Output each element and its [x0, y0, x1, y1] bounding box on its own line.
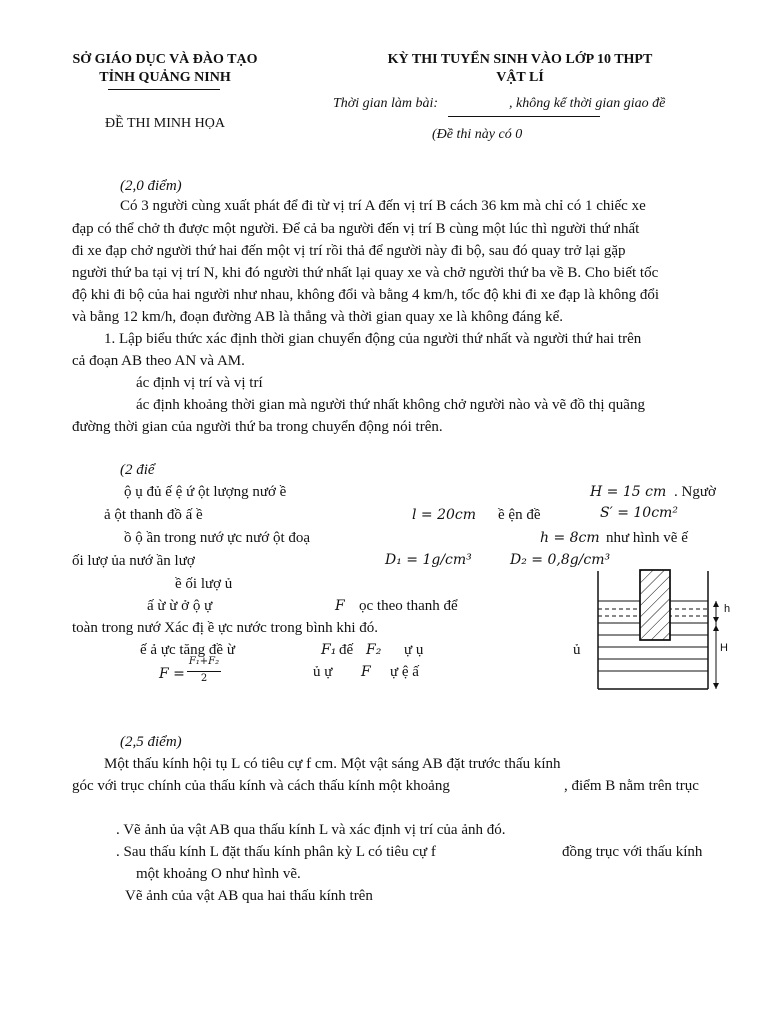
q3-line-2-end: , điểm B nằm trên trục	[564, 778, 699, 794]
q2-line-4: ối lượ ủa nướ ần lượ	[72, 553, 195, 569]
q2-var-F1: F₁	[321, 642, 337, 658]
exam-title: KỲ THI TUYỂN SINH VÀO LỚP 10 THPT	[387, 52, 653, 67]
diagram-label-H: H	[720, 642, 728, 654]
q2-var-F2: F₂	[366, 642, 382, 658]
q1-line-3: đi xe đạp chở người thứ hai đến một vị trí rồi thả để người này đi bộ, sau đó quay trở lại gặp	[72, 243, 626, 259]
q1-item-3b: đường thời gian của người thứ ba trong chuyển động nói trên.	[72, 419, 443, 435]
q2-line-2: ả ột thanh đồ ấ ề	[104, 507, 203, 523]
q3-points: (2,5 điểm)	[120, 734, 182, 750]
q2-line-7: toàn trong nướ Xác đị ề ực nước trong bình khi đó.	[72, 620, 379, 636]
time-label: Thời gian làm bài:	[333, 96, 439, 111]
q2-line-3: ồ ộ ần trong nướ ực nướ ột đoạ	[124, 530, 311, 546]
q2-var-D2: D₂ = 0,8g/cm³	[510, 552, 611, 568]
formula-numerator: F₁+F₂	[188, 656, 220, 667]
q2-var-S: S′ = 10cm²	[600, 505, 678, 521]
q1-item-3a: ác định khoảng thời gian mà người thứ nhất không chở người nào và vẽ đồ thị quãng	[136, 397, 645, 413]
q2-line-6-end: ọc theo thanh để	[359, 598, 458, 614]
q2-line-2-mid: ề ện đề	[498, 507, 541, 523]
q2-line-8-mid: đế	[339, 642, 354, 658]
q2-line-3-end: như hình vẽ ế	[606, 530, 688, 546]
q2-line-1: ộ ụ đủ ế ệ ứ ột lượng nướ ề	[124, 484, 287, 500]
q1-line-5: độ khi đi bộ của hai người như nhau, không đổi và bằng 4 km/h, tốc độ khi đi xe đạp là không đổi	[72, 287, 660, 303]
q2-line-9: ủ ự	[313, 664, 333, 680]
q2-line-5: ề ối lượ ủ	[175, 576, 233, 592]
time-suffix: , không kể thời gian giao đề	[509, 96, 666, 111]
q1-item-1a: 1. Lập biểu thức xác định thời gian chuyển động của người thứ nhất và người thứ hai trên	[104, 331, 642, 347]
q1-item-2: ác định vị trí và vị trí	[136, 375, 263, 391]
subject: VẬT LÍ	[496, 70, 544, 85]
q2-var-F: F	[335, 598, 345, 614]
q3-item-b-2: một khoảng O như hình vẽ.	[136, 866, 301, 882]
header-underline-right	[448, 116, 600, 117]
q1-item-1b: cả đoạn AB theo AN và AM.	[72, 353, 245, 369]
page-note: (Đề thi này có 0	[432, 127, 523, 142]
q1-points: (2,0 điểm)	[120, 178, 182, 194]
q2-line-8-end: ự ụ	[404, 642, 424, 658]
q1-line-2: đạp có thể chở th được một người. Để cả ba người đến vị trí B cùng một lúc thì người thứ nhất	[72, 221, 640, 237]
q2-line-9-end: ự ệ ấ	[390, 664, 419, 680]
q1-line-4: người thứ ba tại vị trí N, khi đó người thứ nhất lại quay xe và chở người thứ ba về B. Cho biết tốc	[72, 265, 659, 281]
container-diagram	[590, 565, 750, 695]
q2-line-8-tail: ủ	[573, 642, 581, 658]
q2-var-l: l = 20cm	[412, 507, 477, 523]
q2-var-h: h = 8cm	[540, 530, 600, 546]
formula-denominator: 2	[200, 673, 208, 684]
header-underline-left	[108, 89, 220, 90]
q3-item-a: . Vẽ ảnh ủa vật AB qua thấu kính L và xác định vị trí của ảnh đó.	[116, 822, 506, 838]
dept-name: SỞ GIÁO DỤC VÀ ĐÀO TẠO	[72, 52, 258, 67]
q2-line-8: ế ả ực tăng đề ừ	[140, 642, 235, 658]
q2-points: (2 điể	[120, 462, 155, 478]
q3-item-b-3: Vẽ ảnh của vật AB qua hai thấu kính trên	[125, 888, 373, 904]
q3-item-b-end: đồng trục với thấu kính	[562, 844, 703, 860]
exam-type: ĐỀ THI MINH HỌA	[105, 116, 225, 131]
q2-line-1-end: . Ngườ	[674, 484, 716, 500]
q2-var-D1: D₁ = 1g/cm³	[385, 552, 472, 568]
q1-line-6: và bằng 12 km/h, đoạn đường AB là thẳng và thời gian quay xe là không đáng kể.	[72, 309, 563, 325]
diagram-label-h: h	[724, 603, 731, 615]
formula-fraction-bar	[187, 671, 221, 672]
province-name: TỈNH QUẢNG NINH	[99, 70, 231, 85]
q3-item-b: . Sau thấu kính L đặt thấu kính phân kỳ L có tiêu cự f	[116, 844, 436, 860]
q3-line-1: Một thấu kính hội tụ L có tiêu cự f cm. Một vật sáng AB đặt trước thấu kính	[104, 756, 561, 772]
q3-line-2: góc với trục chính của thấu kính và cách thấu kính một khoảng	[72, 778, 450, 794]
q2-line-6: ấ ừ ừ ở ộ ự	[147, 598, 213, 614]
q2-var-H: H = 15 cm	[590, 484, 667, 500]
q2-var-F-final: F	[361, 664, 371, 680]
formula-lhs: F =	[159, 666, 185, 682]
q1-line-1: Có 3 người cùng xuất phát để đi từ vị trí A đến vị trí B cách 36 km mà chỉ có 1 chiếc xe	[120, 198, 646, 214]
